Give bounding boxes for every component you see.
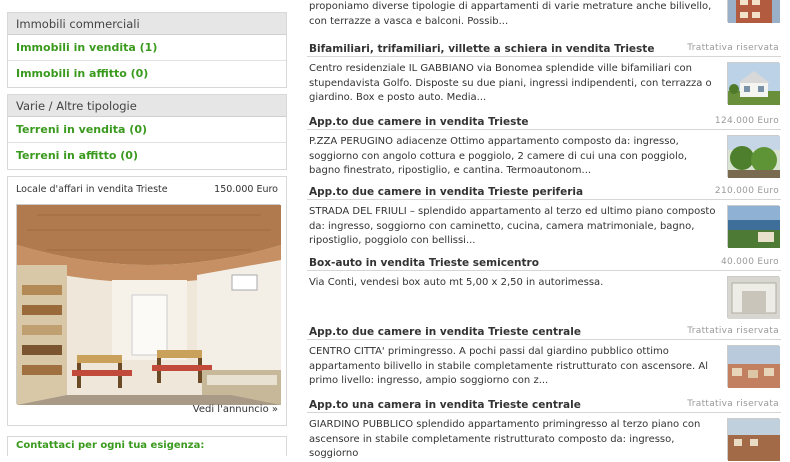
listing-item[interactable] [307,398,781,459]
listing-title[interactable]: App.to due camere in vendita Trieste centrale [309,326,581,338]
listing-title[interactable]: Bifamiliari, trifamiliari, villette a schiera in vendita Trieste [309,43,655,55]
listing-thumbnail[interactable] [727,418,779,460]
featured-title: Locale d'affari in vendita Trieste [16,184,168,195]
immobili-commerciali-box [7,12,287,88]
listing-item[interactable] [307,115,781,176]
listing-title[interactable]: App.to due camere in vendita Trieste [309,116,529,128]
listing-price: 124.000 Euro [714,116,779,126]
listing-thumbnail[interactable] [727,0,779,22]
listing-thumbnail[interactable] [727,62,779,104]
varie-box [7,94,287,170]
listing-description: proponiamo diverse tipologie di appartamenti di varie metrature anche bilivello, con terrazze a vasca e balconi. Possib... [309,1,712,27]
listing-thumbnail[interactable] [727,135,779,177]
featured-photo[interactable] [16,204,280,404]
varie-header: Varie / Altre tipologie [8,95,286,117]
listing-header [307,325,781,340]
listing-description: Via Conti, vendesi box auto mt 5,00 x 2,50 in autorimessa. [309,277,604,288]
listing-item[interactable] [307,42,781,103]
immobili-affitto-link[interactable]: Immobili in affitto (0) [16,67,149,80]
immobili-commerciali-header: Immobili commerciali [8,13,286,35]
listing-description: Centro residenziale IL GABBIANO via Bonomea splendide ville bifamiliari con stupendavista Golfo. Disposte su due piani, ingressi indipendenti, con terrazza o giardino. Box e posto auto. Media... [309,63,712,103]
listing-price: 210.000 Euro [714,186,779,196]
listing-title[interactable]: App.to due camere in vendita Trieste periferia [309,186,584,198]
listing-price: Trattativa riservata [687,326,779,336]
featured-view-link[interactable]: Vedi l'annuncio » [192,404,278,415]
listing-thumbnail[interactable] [727,276,779,318]
listing-description: CENTRO CITTA' primingresso. A pochi passi dal giardino pubblico ottimo appartamento bilivello in stabile completamente ristrutturato con ascensore. Al primo livello: ingresso, ampio soggiorno con z... [309,346,709,386]
listing-header [307,115,781,130]
immobili-vendita-link[interactable]: Immobili in vendita (1) [8,35,286,61]
listing-description: P.ZZA PERUGINO adiacenze Ottimo appartamento composto da: ingresso, soggiorno con angolo cottura e poggiolo, 2 camere di cui una con poggiolo, bagno finestrato, ripostiglio, e cantina. Termoautonom... [309,136,688,176]
listing-thumbnail[interactable] [727,205,779,247]
listing-thumbnail[interactable] [727,345,779,387]
listing-item[interactable] [307,256,781,288]
listing-description: STRADA DEL FRIULI – splendido appartamento al terzo ed ultimo piano composto da: ingresso, soggiorno con caminetto, cucina, camera matrimoniale, bagno, ripostiglio, poggiolo con bellissi... [309,206,716,246]
listing-price: Trattativa riservata [687,43,779,53]
terreni-affitto-link[interactable]: Terreni in affitto (0) [16,149,138,162]
listing-item[interactable] [307,325,781,386]
listing-price: 40.000 Euro [720,257,779,267]
listing-header [307,398,781,413]
listing-item[interactable] [307,185,781,246]
terreni-vendita-link[interactable]: Terreni in vendita (0) [8,117,286,143]
listing-description: GIARDINO PUBBLICO splendido appartamento primingresso al terzo piano con ascensore in stabile completamente ristrutturato composto da: ingresso, soggiorno [309,419,701,459]
listing-header [307,42,781,57]
listing-header [307,256,781,271]
contact-heading: Contattaci per ogni tua esigenza: [7,436,287,456]
listing-header [307,185,781,200]
featured-listing [7,176,287,426]
listing-price: Trattativa riservata [687,399,779,409]
listing-title[interactable]: App.to una camera in vendita Trieste centrale [309,399,581,411]
listing-title[interactable]: Box-auto in vendita Trieste semicentro [309,257,539,269]
featured-price: 150.000 Euro [214,184,278,195]
